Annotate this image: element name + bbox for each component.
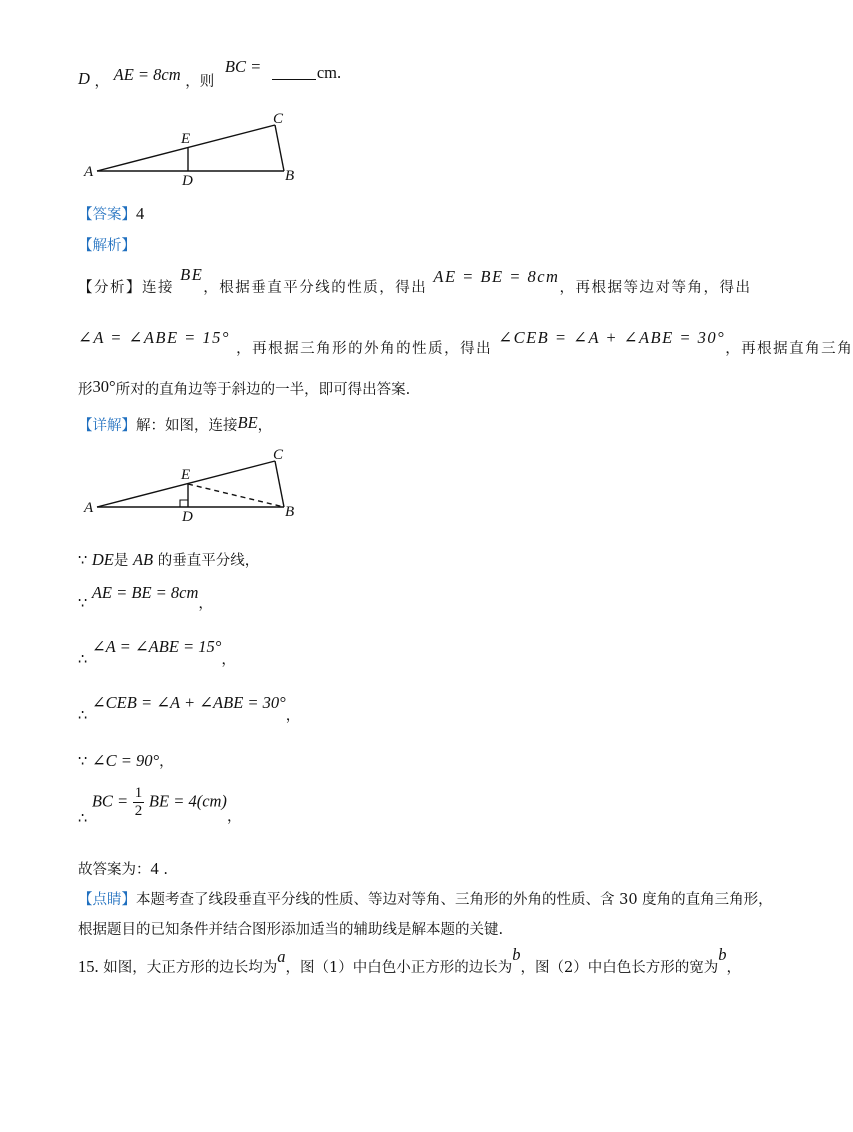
step3-math: ∠A = ∠ABE = 15°: [91, 637, 222, 656]
problem15-text-4: ，: [726, 960, 741, 976]
dianjing-text-2: 根据题目的已知条件并结合图形添加适当的辅助线是解本题的关键.: [78, 922, 504, 938]
final-text: 故答案为：: [78, 862, 151, 878]
fenxi-text-6a: 形: [78, 382, 93, 398]
fig2-label-d: D: [182, 509, 193, 525]
because-symbol: ∵: [78, 754, 88, 770]
step4-text: ，: [285, 708, 301, 724]
fenxi-math-30: 30°: [92, 377, 116, 396]
detail-tag: 【详解】: [78, 418, 136, 434]
step2-math: AE = BE = 8cm: [91, 583, 199, 602]
math-bc: BC =: [224, 57, 262, 76]
detail-text-1: 解：如图，连接: [136, 418, 238, 434]
analysis-tag: 【解析】: [78, 238, 136, 254]
dianjing-line-1: [78, 888, 773, 909]
math-ae: AE = 8cm: [113, 65, 181, 84]
unit-cm: cm.: [316, 63, 342, 82]
fenxi-text-4: ，再根据三角形的外角的性质，得出: [236, 341, 493, 357]
answer-blank: [272, 79, 316, 80]
detail-text-2: ，: [257, 418, 273, 434]
fenxi-text-5: ，再根据直角三: [725, 341, 838, 357]
dianjing-text-1: 本题考查了线段垂直平分线的性质、等边对等角、三角形的外角的性质、含 30 度角的直角三角形，: [136, 892, 773, 908]
step1-text-1: 是: [113, 553, 129, 569]
problem15-math-b1: b: [512, 945, 521, 964]
step2-text: ，: [198, 596, 213, 612]
problem15-number: 15.: [78, 957, 99, 976]
text-ze: ，则: [185, 74, 215, 90]
problem15-math-a: a: [277, 947, 286, 966]
step5-text: ，: [159, 754, 174, 770]
fig1-label-b: B: [285, 168, 295, 184]
step-4: [78, 692, 301, 724]
therefore-symbol: ∴: [78, 708, 88, 724]
fenxi-math-angle-a: ∠A = ∠ABE = 15°: [78, 328, 231, 347]
fraction-one-half: $\frac{1}{2}$: [134, 785, 143, 819]
detail-line: [78, 414, 272, 435]
answer-tag: 【答案】: [78, 207, 136, 223]
fig1-label-c: C: [273, 111, 284, 127]
fenxi-text-1: 连接: [142, 280, 174, 296]
problem15-line: [78, 945, 741, 976]
step1-text-2: 的垂直平分线，: [157, 553, 260, 569]
math-d: D: [78, 69, 90, 88]
final-answer: [78, 858, 168, 879]
fig2-label-a: A: [84, 500, 94, 516]
dianjing-tag: 【点睛】: [78, 892, 136, 908]
answer-value: 4: [136, 204, 145, 223]
detail-math-be: BE: [237, 413, 258, 432]
fenxi-math-ae-be: AE = BE = 8cm: [433, 267, 560, 286]
step1-math-ab: AB: [132, 550, 154, 569]
fenxi-math-be: BE: [180, 265, 204, 284]
step-3: [78, 636, 236, 668]
fenxi-tag: 【分析】: [78, 280, 142, 296]
fenxi-text-3: ，再根据等边对等角，得出: [559, 280, 752, 296]
therefore-symbol: ∴: [78, 810, 88, 827]
fenxi-text-6: 所对的直角边等于斜边的一半，即可得出答案.: [115, 382, 411, 398]
answer-line: [78, 203, 144, 224]
problem15-text-1: 如图，大正方形的边长均为: [103, 960, 278, 976]
fenxi-text-5b: 角: [837, 341, 853, 357]
punct-comma: ，: [94, 74, 110, 90]
fig2-label-b: B: [285, 504, 295, 520]
fenxi-line-3: [78, 378, 410, 399]
problem14-tail-line: [78, 57, 342, 90]
step6-lhs: BC =: [91, 791, 129, 811]
because-symbol: ∵: [78, 553, 88, 569]
fig2-label-c: C: [273, 447, 284, 463]
step-2: [78, 582, 213, 612]
step5-math: ∠C = 90°: [91, 751, 160, 770]
problem15-math-b2: b: [718, 945, 727, 964]
step4-math: ∠CEB = ∠A + ∠ABE = 30°: [91, 693, 286, 712]
final-end: .: [163, 862, 168, 878]
problem15-text-3: ，图（2）中白色长方形的宽为: [520, 960, 719, 976]
fenxi-text-2: ，根据垂直平分线的性质，得出: [203, 280, 428, 296]
step6-rhs: BE = 4(cm): [148, 791, 227, 811]
step-5: [78, 750, 174, 771]
because-symbol: ∵: [78, 596, 88, 612]
step-6: [78, 785, 242, 827]
fig1-label-e: E: [181, 131, 191, 147]
dianjing-line-2: [78, 918, 503, 939]
step-1: [78, 549, 259, 570]
fenxi-line-1: [78, 265, 752, 296]
fig2-label-e: E: [181, 467, 191, 483]
final-value: 4: [150, 859, 159, 878]
fig1-label-a: A: [84, 164, 94, 180]
fenxi-math-ceb: ∠CEB = ∠A + ∠ABE = 30°: [498, 328, 726, 347]
therefore-symbol: ∴: [78, 652, 88, 668]
step6-text: ，: [226, 808, 242, 825]
fenxi-line-2: [78, 327, 853, 357]
fig1-label-d: D: [182, 173, 193, 189]
step3-text: ，: [221, 652, 236, 668]
figure-triangle-2: [80, 444, 310, 526]
problem15-text-2: ，图（1）中白色小正方形的边长为: [285, 960, 513, 976]
figure-triangle-1: [80, 108, 310, 188]
step1-math-de: DE: [91, 550, 114, 569]
